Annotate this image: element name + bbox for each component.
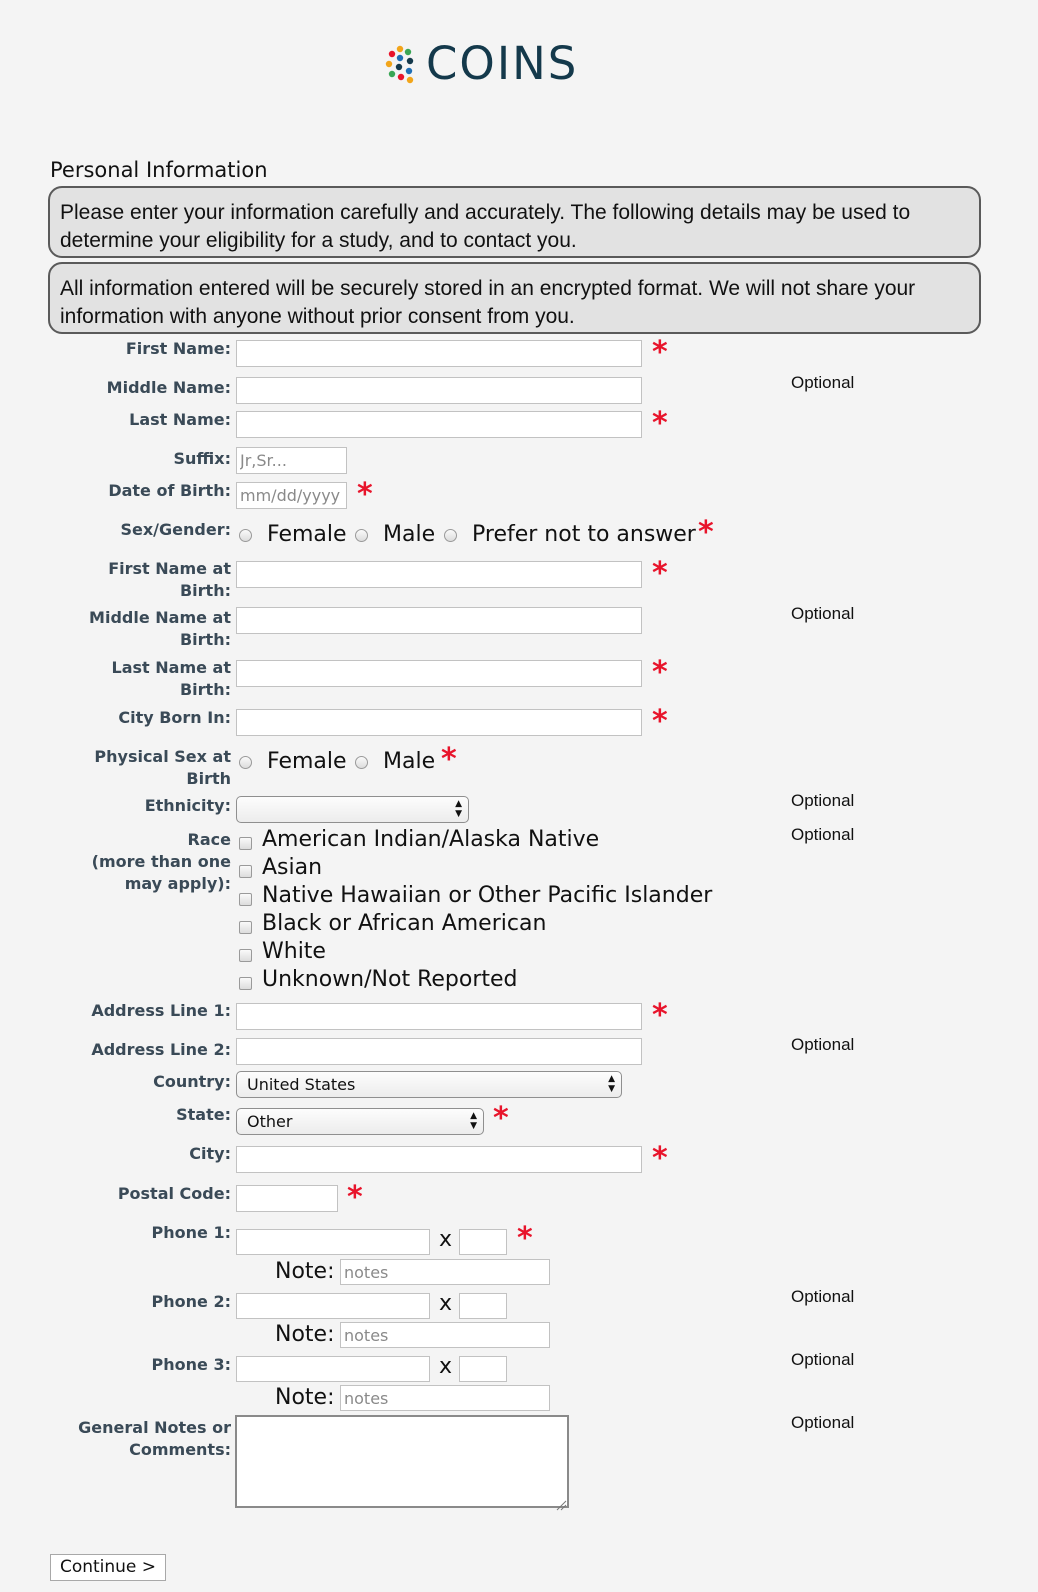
required-marker: * [493, 1101, 509, 1136]
phone1-input[interactable] [236, 1229, 430, 1255]
postal-label: Postal Code: [117, 1184, 231, 1203]
physical-male-label: Male [383, 749, 436, 774]
last-name-birth-input[interactable] [236, 660, 642, 687]
sex-male-label: Male [383, 522, 436, 547]
label-line: Physical Sex at [94, 747, 231, 766]
label-line: Birth: [179, 630, 231, 649]
optional-note: Optional [791, 604, 855, 623]
sex-male-radio[interactable] [355, 529, 368, 542]
info-box-accuracy: Please enter your information carefully and accurately. The following details may be used to determine your eligibility for a study, and to contact you. [48, 186, 981, 258]
suffix-label: Suffix: [173, 449, 231, 468]
ext-separator: x [439, 1354, 453, 1379]
logo-dot [396, 64, 402, 70]
select-arrows-icon: ▲ ▼ [455, 799, 462, 819]
ethnicity-select[interactable] [236, 796, 469, 823]
phone2-note-label: Note: [275, 1322, 335, 1347]
label-line: Last Name at [111, 658, 231, 677]
page-title: Personal Information [50, 158, 268, 182]
optional-note: Optional [791, 825, 855, 844]
race-label [92, 829, 231, 895]
middle-name-birth-input[interactable] [236, 607, 642, 634]
phone2-note-input[interactable] [340, 1322, 550, 1348]
logo-dot [389, 51, 395, 57]
phone1-ext-input[interactable] [459, 1229, 507, 1255]
coins-logo [384, 37, 579, 90]
logo-dot [398, 74, 404, 80]
phone3-ext-input[interactable] [459, 1356, 507, 1382]
phone1-note-label: Note: [275, 1259, 335, 1284]
state-value: Other [247, 1112, 293, 1131]
middle-name-label: Middle Name: [106, 378, 231, 397]
general-notes-textarea[interactable] [235, 1415, 569, 1508]
city-born-input[interactable] [236, 709, 642, 736]
label-line: First Name at [108, 559, 231, 578]
country-select[interactable] [236, 1071, 622, 1098]
logo-dot [406, 68, 412, 74]
required-marker: * [652, 335, 668, 370]
logo-dot [386, 61, 392, 67]
physical-female-radio[interactable] [239, 756, 252, 769]
logo-dot [397, 55, 403, 61]
required-marker: * [652, 704, 668, 739]
phone3-note-label: Note: [275, 1385, 335, 1410]
last-name-label: Last Name: [129, 410, 231, 429]
label-line: Birth: [179, 581, 231, 600]
required-marker: * [357, 477, 373, 512]
phone2-label: Phone 2: [151, 1292, 231, 1311]
last-name-input[interactable] [236, 411, 642, 438]
race-option-label: Native Hawaiian or Other Pacific Islander [262, 883, 713, 908]
required-marker: * [652, 998, 668, 1033]
middle-name-birth-label [89, 607, 231, 651]
race-option-label: Asian [262, 855, 323, 880]
logo-dot [407, 77, 413, 83]
race-checkbox[interactable] [239, 921, 252, 934]
label-line: General Notes or [78, 1418, 231, 1437]
race-option-label: Black or African American [262, 911, 547, 936]
postal-input[interactable] [236, 1185, 338, 1212]
race-checkbox[interactable] [239, 837, 252, 850]
logo-dot [397, 46, 403, 52]
address2-input[interactable] [236, 1038, 642, 1065]
first-name-birth-input[interactable] [236, 561, 642, 588]
ext-separator: x [439, 1227, 453, 1252]
required-marker: * [652, 1141, 668, 1176]
info-box-privacy: All information entered will be securely stored in an encrypted format. We will not share your information with anyone without prior consent from you. [48, 262, 981, 334]
last-name-birth-label [112, 657, 231, 701]
phone1-label: Phone 1: [151, 1223, 231, 1242]
select-arrows-icon: ▲ ▼ [608, 1074, 615, 1094]
sex-prefer-not-label: Prefer not to answer [472, 522, 696, 547]
label-line: may apply): [124, 874, 231, 893]
physical-male-radio[interactable] [355, 756, 368, 769]
required-marker: * [652, 556, 668, 591]
address1-label: Address Line 1: [91, 1001, 231, 1020]
city-born-label: City Born In: [118, 708, 231, 727]
sex-female-radio[interactable] [239, 529, 252, 542]
optional-note: Optional [791, 1035, 855, 1054]
optional-note: Optional [791, 1413, 855, 1432]
race-checkbox[interactable] [239, 949, 252, 962]
race-option-label: Unknown/Not Reported [262, 967, 518, 992]
label-line: Comments: [129, 1440, 231, 1459]
label-line: Birth: [179, 680, 231, 699]
suffix-input[interactable] [236, 447, 347, 474]
optional-note: Optional [791, 1287, 855, 1306]
notes-label [78, 1417, 231, 1461]
country-label: Country: [153, 1072, 231, 1091]
select-arrows-icon: ▲ ▼ [470, 1111, 477, 1131]
phone2-ext-input[interactable] [459, 1293, 507, 1319]
city-label: City: [189, 1144, 231, 1163]
address2-label: Address Line 2: [91, 1040, 231, 1059]
ethnicity-label: Ethnicity: [144, 796, 231, 815]
label-line: Middle Name at [89, 608, 231, 627]
required-marker: * [517, 1221, 533, 1256]
dob-label: Date of Birth: [108, 481, 231, 500]
optional-note: Optional [791, 1350, 855, 1369]
city-input[interactable] [236, 1146, 642, 1173]
required-marker: * [347, 1180, 363, 1215]
phone1-note-input[interactable] [340, 1259, 550, 1285]
address1-input[interactable] [236, 1003, 642, 1030]
required-marker: * [698, 515, 714, 550]
race-checkbox[interactable] [239, 865, 252, 878]
sex-gender-label: Sex/Gender: [120, 520, 231, 539]
race-checkbox[interactable] [239, 977, 252, 990]
optional-note: Optional [791, 373, 855, 392]
phone3-note-input[interactable] [340, 1385, 550, 1411]
logo-dot [389, 71, 395, 77]
logo-dot [405, 49, 411, 55]
sex-female-label: Female [267, 522, 347, 547]
physical-sex-label [94, 746, 231, 790]
label-line: Race [187, 830, 231, 849]
phone3-input[interactable] [236, 1356, 430, 1382]
coins-dots-icon [384, 44, 418, 84]
first-name-birth-label [108, 558, 231, 602]
race-option-label: White [262, 939, 326, 964]
phone3-label: Phone 3: [151, 1355, 231, 1374]
label-line: (more than one [91, 852, 231, 871]
required-marker: * [652, 655, 668, 690]
state-select[interactable] [236, 1108, 484, 1135]
logo-dot [407, 58, 413, 64]
first-name-label: First Name: [125, 339, 231, 358]
physical-female-label: Female [267, 749, 347, 774]
dob-input[interactable] [236, 482, 347, 509]
first-name-input[interactable] [236, 340, 642, 367]
ext-separator: x [439, 1291, 453, 1316]
optional-note: Optional [791, 791, 855, 810]
brand-name: COINS [426, 37, 579, 90]
label-line: Birth [186, 769, 231, 788]
state-label: State: [176, 1105, 231, 1124]
middle-name-input[interactable] [236, 377, 642, 404]
required-marker: * [652, 406, 668, 441]
race-checkbox[interactable] [239, 893, 252, 906]
race-option-label: American Indian/Alaska Native [262, 827, 600, 852]
sex-prefer-not-radio[interactable] [444, 529, 457, 542]
phone2-input[interactable] [236, 1293, 430, 1319]
country-value: United States [247, 1075, 356, 1094]
required-marker: * [441, 742, 457, 777]
continue-button[interactable]: Continue > [50, 1554, 166, 1581]
resize-grip-icon[interactable] [555, 1499, 567, 1511]
